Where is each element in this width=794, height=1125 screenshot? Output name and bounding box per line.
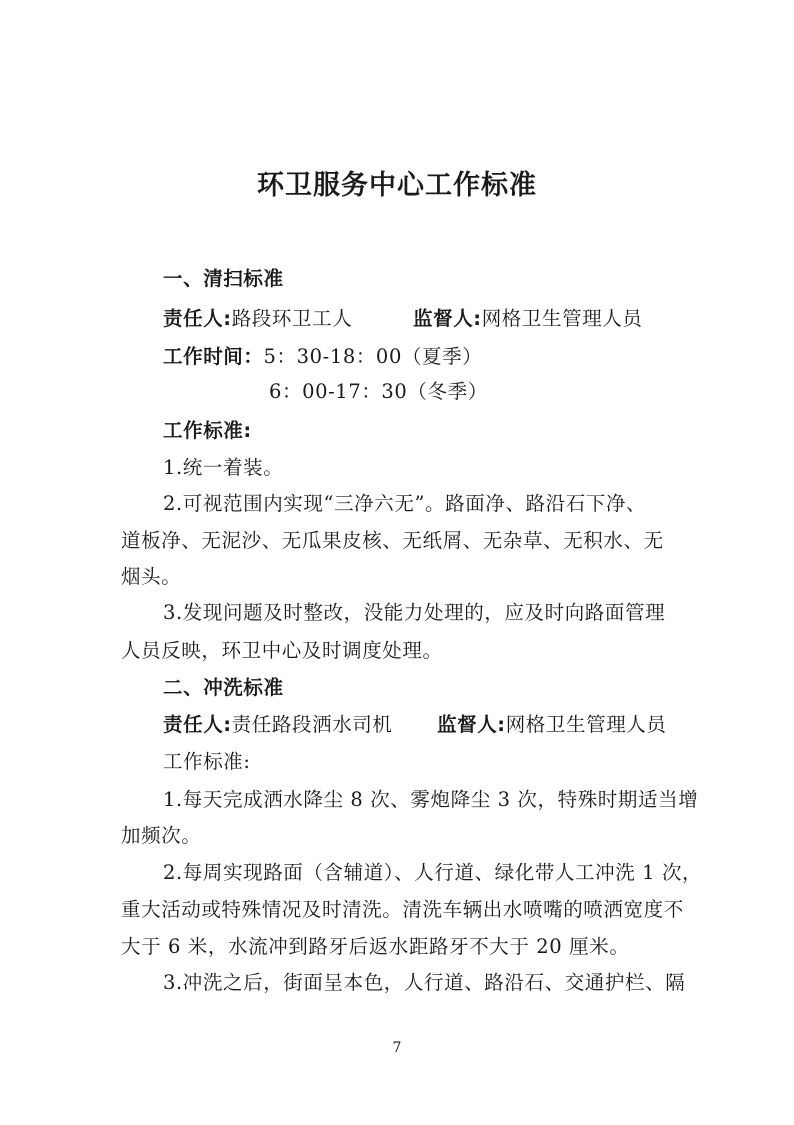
section1-standards-label: 工作标准:: [163, 419, 252, 442]
section1-time-row: [163, 345, 482, 369]
section1-item2-line2: 道板净、无泥沙、无瓜果皮核、无纸屑、无杂草、无积水、无: [121, 529, 664, 552]
section2-item1-line1: 1.每天完成洒水降尘 8 次、雾炮降尘 3 次，特殊时期适当增: [163, 788, 699, 811]
section1-supervisor-label: 监督人:: [413, 307, 482, 330]
document-title: 环卫服务中心工作标准: [257, 170, 537, 201]
page-number: 7: [392, 1040, 402, 1056]
section1-responsible-row: [163, 307, 352, 331]
section1-time-winter: 6：00-17：30（冬季）: [269, 380, 488, 403]
section2-heading: 二、冲洗标准: [163, 676, 284, 699]
section2-item2-line3: 大于 6 米，水流冲到路牙后返水距路牙不大于 20 厘米。: [121, 935, 630, 958]
section2-responsible-row: [163, 713, 393, 737]
section1-responsible-value: 路段环卫工人: [231, 307, 353, 330]
section2-supervisor-value: 网格卫生管理人员: [505, 713, 667, 736]
section2-item2-line1: 2.每周实现路面（含辅道）、人行道、绿化带人工冲洗 1 次，: [163, 861, 703, 884]
section1-supervisor-row: [413, 307, 643, 331]
section1-item1: 1.统一着装。: [163, 456, 284, 479]
section1-item2-line1: 2.可视范围内实现“三净六无”。路面净、路沿石下净、: [163, 492, 647, 515]
section1-item3-line2: 人员反映，环卫中心及时调度处理。: [121, 639, 443, 662]
section1-time-summer: 5：30-18：00（夏季）: [263, 345, 483, 368]
section2-standards-label: 工作标准:: [163, 750, 251, 773]
section2-item3-line1: 3.冲洗之后，街面呈本色，人行道、路沿石、交通护栏、隔: [163, 971, 686, 994]
section2-responsible-label: 责任人:: [163, 713, 232, 736]
section1-responsible-label: 责任人:: [163, 307, 232, 330]
section2-item2-line2: 重大活动或特殊情况及时清洗。清洗车辆出水喷嘴的喷洒宽度不: [121, 898, 684, 921]
section1-supervisor-value: 网格卫生管理人员: [481, 307, 643, 330]
section1-item2-line3: 烟头。: [121, 565, 182, 588]
section2-supervisor-label: 监督人:: [437, 713, 506, 736]
section1-time-label: 工作时间：: [163, 345, 264, 368]
section2-item1-line2: 加频次。: [121, 824, 202, 847]
section2-supervisor-row: [437, 713, 667, 737]
section1-item3-line1: 3.发现问题及时整改，没能力处理的，应及时向路面管理: [163, 601, 666, 624]
section2-responsible-value: 责任路段洒水司机: [231, 713, 393, 736]
section1-heading: 一、清扫标准: [163, 267, 284, 290]
